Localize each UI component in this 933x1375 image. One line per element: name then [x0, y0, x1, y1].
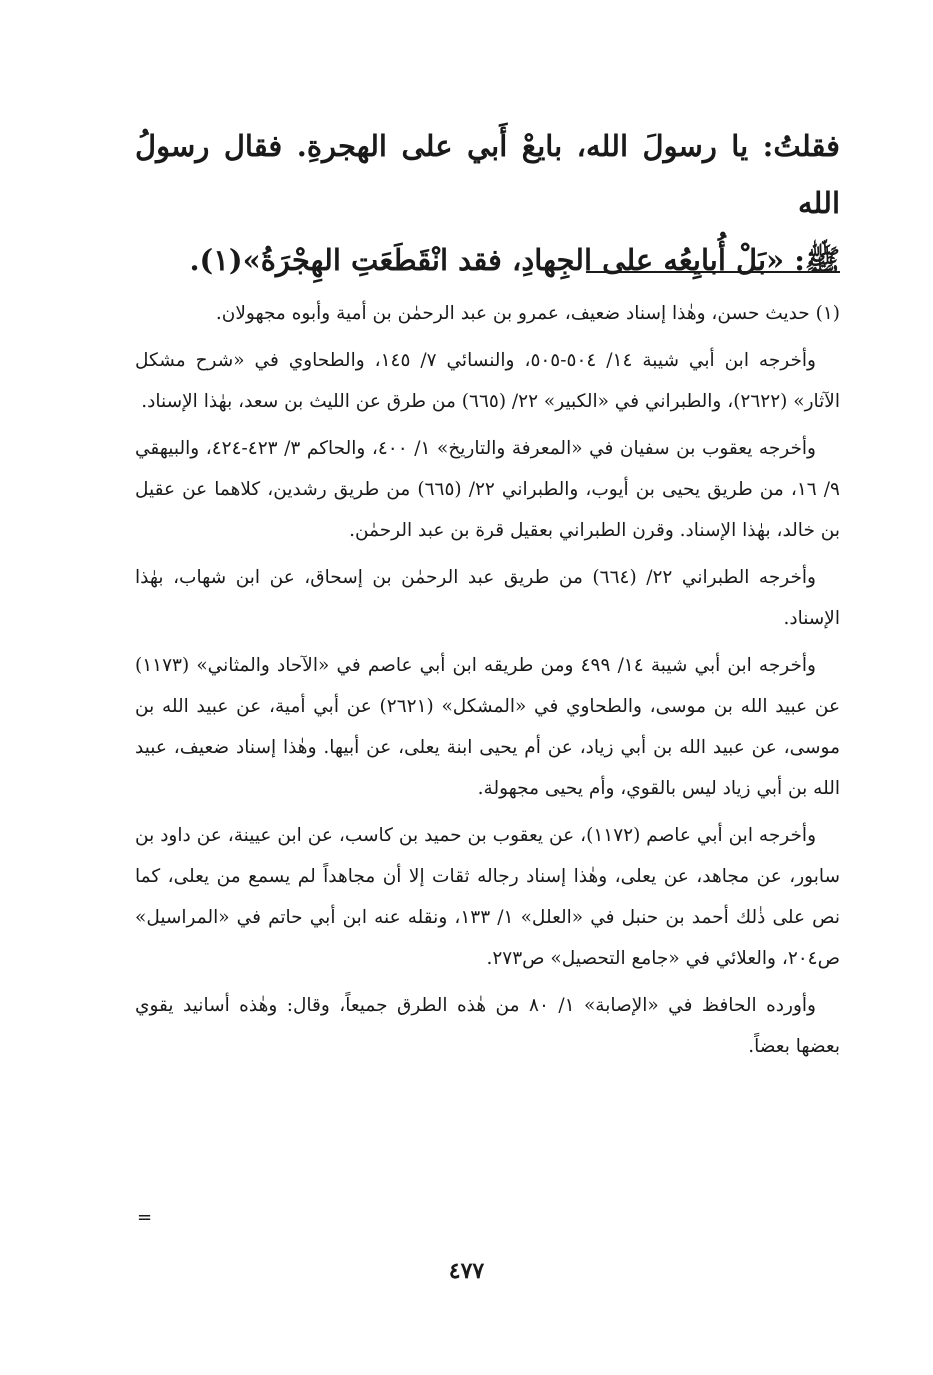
hadith-text [135, 118, 840, 289]
footnote-paragraph: وأخرجه الطبراني ٢٢/ (٦٦٤) من طريق عبد الرحمٰن بن إسحاق، عن ابن شهاب، بهٰذا الإسناد. [135, 567, 840, 629]
footnote-paragraph: وأورده الحافظ في «الإصابة» ١/ ٨٠ من هٰذه الطرق جميعاً، وقال: وهٰذه أسانيد يقوي بعضها بعضاً. [135, 995, 840, 1057]
footnote-paragraph: وأخرجه ابن أبي شيبة ١٤/ ٥٠٤-٥٠٥، والنسائي ٧/ ١٤٥، والطحاوي في «شرح مشكل الآثار» (٢٦٢٢)، والطبراني في «الكبير» ٢٢/ (٦٦٥) من طرق عن الليث بن سعد، بهٰذا الإسناد. [135, 350, 840, 412]
continuation-mark: = [137, 1207, 153, 1228]
footnote-paragraph: وأخرجه يعقوب بن سفيان في «المعرفة والتاريخ» ١/ ٤٠٠، والحاكم ٣/ ٤٢٣-٤٢٤، والبيهقي ٩/ ١٦، من طريق يحيى بن أيوب، والطبراني ٢٢/ (٦٦٥) من طريق رشدين، كلاهما عن عقيل بن خالد، بهٰذا الإسناد. وقرن الطبراني بعقيل قرة بن عبد الرحمٰن. [135, 438, 840, 541]
page-number: ٤٧٧ [448, 1258, 485, 1284]
footnote-separator [586, 271, 840, 273]
footnote-paragraph: وأخرجه ابن أبي شيبة ١٤/ ٤٩٩ ومن طريقه ابن أبي عاصم في «الآحاد والمثاني» (١١٧٣) عن عبيد الله بن موسى، والطحاوي في «المشكل» (٢٦٢١) عن أبي أمية، عن عبيد الله بن موسى، عن عبيد الله بن أبي زياد، عن أم يحيى ابنة يعلى، عن أبيها. وهٰذا إسناد ضعيف، عبيد الله بن أبي زياد ليس بالقوي، وأم يحيى مجهولة. [135, 655, 840, 799]
hadith-line-1: فقلتُ: يا رسولَ الله، بايعْ أَبي على الهجرةِ. فقال رسولُ الله [135, 129, 840, 220]
footnote-paragraph: وأخرجه ابن أبي عاصم (١١٧٢)، عن يعقوب بن حميد بن كاسب، عن ابن عيينة، عن داود بن سابور، عن مجاهد، عن يعلى، وهٰذا إسناد رجاله ثقات إلا أن مجاهداً لم يسمع من يعلى، كما نص على ذٰلك أحمد بن حنبل في «العلل» ١/ ١٣٣، ونقله عنه ابن أبي حاتم في «المراسيل» ص٢٠٤، والعلائي في «جامع التحصيل» ص٢٧٣. [135, 825, 840, 969]
hadith-line-2: ﷺ: «بَلْ أُبايِعُه على الجِهادِ، فقد انْقَطَعَتِ الهِجْرَةُ»(١). [189, 243, 840, 277]
footnotes-section [135, 293, 840, 1073]
footnote-paragraph: (١) حديث حسن، وهٰذا إسناد ضعيف، عمرو بن عبد الرحمٰن بن أمية وأبوه مجهولان. [215, 303, 840, 324]
